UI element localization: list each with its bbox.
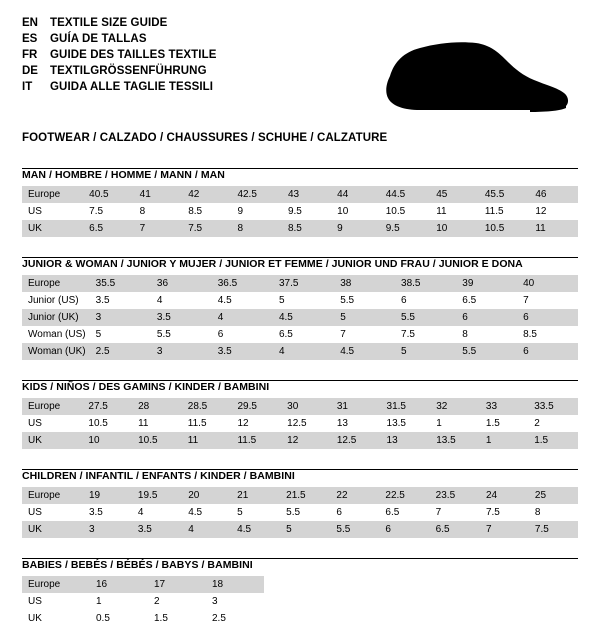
cell: 8.5 [282,220,331,237]
cell: 0.5 [90,610,148,627]
cell: 8.5 [517,326,578,343]
cell: 4.5 [212,292,273,309]
cell: 11.5 [479,203,530,220]
section-kids [22,380,578,449]
cell: 7.5 [529,521,578,538]
table-row [22,220,578,237]
table-row [22,309,578,326]
cell: 35.5 [90,275,151,292]
cell: 8 [134,203,183,220]
cell: 12.5 [281,415,331,432]
language-code: IT [22,81,33,93]
cell: 10.5 [132,432,182,449]
cell: 11.5 [231,432,281,449]
cell: 11.5 [182,415,232,432]
cell: 22 [330,487,379,504]
table-row [22,610,264,627]
header [22,16,578,118]
section-junior-woman [22,257,578,360]
cell: 4 [212,309,273,326]
cell: 37.5 [273,275,334,292]
row-label: Europe [22,398,82,415]
cell: 16 [90,576,148,593]
cell: 4.5 [231,521,280,538]
cell: 12.5 [331,432,381,449]
language-row [22,80,217,95]
cell: 33.5 [528,398,578,415]
cell: 36 [151,275,212,292]
row-label: US [22,203,83,220]
cell: 12 [281,432,331,449]
table-row [22,186,578,203]
cell: 31.5 [381,398,431,415]
cell: 46 [529,186,578,203]
row-label: Europe [22,275,90,292]
table-row [22,487,578,504]
language-title: GUÍA DE TALLAS [50,33,147,45]
table-row [22,275,578,292]
cell: 5 [90,326,151,343]
language-code: FR [22,49,38,61]
cell: 6 [330,504,379,521]
cell: 33 [480,398,528,415]
cell: 5.5 [330,521,379,538]
cell: 4 [182,521,231,538]
cell: 40 [517,275,578,292]
category-line: FOOTWEAR / CALZADO / CHAUSSURES / SCHUHE / CALZATURE [22,132,388,144]
cell: 4 [132,504,182,521]
cell: 5 [273,292,334,309]
cell: 9 [231,203,282,220]
cell: 30 [281,398,331,415]
cell: 5 [231,504,280,521]
table-row [22,398,578,415]
cell: 3.5 [90,292,151,309]
row-label: UK [22,220,83,237]
cell: 19.5 [132,487,182,504]
cell: 10 [331,203,380,220]
cell: 1 [90,593,148,610]
language-title: TEXTILGRÖSSENFÜHRUNG [50,65,207,77]
cell: 11 [529,220,578,237]
cell: 45 [430,186,479,203]
cell: 44 [331,186,380,203]
section-title: BABIES / BEBÉS / BÉBÉS / BABYS / BAMBINI [22,559,253,571]
cell: 1 [480,432,528,449]
cell: 5.5 [280,504,330,521]
section-man [22,168,578,237]
cell: 27.5 [82,398,132,415]
cell: 2 [148,593,206,610]
cell: 7 [334,326,395,343]
cell: 13.5 [381,415,431,432]
cell: 7.5 [83,203,134,220]
cell: 10.5 [380,203,431,220]
cell: 11 [132,415,182,432]
cell: 7 [480,521,529,538]
cell: 8 [231,220,282,237]
cell: 23.5 [430,487,480,504]
cell: 8.5 [182,203,231,220]
cell: 9.5 [380,220,431,237]
row-label: UK [22,521,83,538]
cell: 1.5 [528,432,578,449]
cell: 5 [334,309,395,326]
cell: 4 [273,343,334,360]
section-title: KIDS / NIÑOS / DES GAMINS / KINDER / BAMBINI [22,381,270,393]
section-title: CHILDREN / INFANTIL / ENFANTS / KINDER / BAMBINI [22,470,295,482]
language-title: GUIDA ALLE TAGLIE TESSILI [50,81,214,93]
row-label: Europe [22,576,90,593]
row-label: US [22,593,90,610]
cell: 3.5 [132,521,182,538]
cell: 12 [231,415,281,432]
cell: 7 [517,292,578,309]
cell: 31 [331,398,381,415]
language-title: TEXTILE SIZE GUIDE [50,17,168,29]
cell: 40.5 [83,186,134,203]
cell: 9 [331,220,380,237]
language-row [22,48,217,63]
cell: 4 [151,292,212,309]
row-label: Woman (UK) [22,343,90,360]
table-row [22,203,578,220]
cell: 13 [381,432,431,449]
cell: 6 [379,521,429,538]
cell: 5.5 [456,343,517,360]
cell: 5 [280,521,330,538]
cell: 5.5 [151,326,212,343]
section-title: JUNIOR & WOMAN / JUNIOR Y MUJER / JUNIOR ET FEMME / JUNIOR UND FRAU / JUNIOR E DONA [22,258,523,270]
cell: 38 [334,275,395,292]
cell: 28.5 [182,398,232,415]
cell: 38.5 [395,275,456,292]
language-titles [22,16,217,95]
cell: 25 [529,487,578,504]
cell: 7 [134,220,183,237]
cell: 3 [90,309,151,326]
cell: 45.5 [479,186,530,203]
cell: 42.5 [231,186,282,203]
table-row [22,593,264,610]
cell: 20 [182,487,231,504]
cell: 44.5 [380,186,431,203]
section-babies [22,558,578,627]
cell: 6.5 [273,326,334,343]
language-title: GUIDE DES TAILLES TEXTILE [50,49,217,61]
cell: 6.5 [83,220,134,237]
cell: 21 [231,487,280,504]
table-row [22,292,578,309]
language-code: ES [22,33,38,45]
cell: 2.5 [90,343,151,360]
language-row [22,16,217,31]
cell: 18 [206,576,264,593]
cell: 3 [206,593,264,610]
table-row [22,432,578,449]
cell: 6 [517,309,578,326]
cell: 10.5 [479,220,530,237]
row-label: US [22,504,83,521]
cell: 39 [456,275,517,292]
row-label: UK [22,432,82,449]
cell: 9.5 [282,203,331,220]
section-title: MAN / HOMBRE / HOMME / MANN / MAN [22,169,225,181]
cell: 7 [430,504,480,521]
cell: 5.5 [334,292,395,309]
row-label: Woman (US) [22,326,90,343]
cell: 10.5 [82,415,132,432]
size-table-babies [22,576,264,627]
cell: 6.5 [456,292,517,309]
language-code: DE [22,65,38,77]
size-table-children [22,487,578,538]
language-code: EN [22,17,38,29]
cell: 13.5 [430,432,480,449]
cell: 29.5 [231,398,281,415]
cell: 1.5 [480,415,528,432]
cell: 21.5 [280,487,330,504]
cell: 5 [395,343,456,360]
cell: 6.5 [379,504,429,521]
table-row [22,504,578,521]
cell: 1 [430,415,480,432]
row-label: Europe [22,487,83,504]
cell: 1.5 [148,610,206,627]
cell: 8 [456,326,517,343]
section-children [22,469,578,538]
cell: 6 [456,309,517,326]
table-row [22,326,578,343]
language-row [22,64,217,79]
row-label: Junior (US) [22,292,90,309]
cell: 6 [395,292,456,309]
cell: 24 [480,487,529,504]
cell: 3.5 [212,343,273,360]
cell: 28 [132,398,182,415]
cell: 22.5 [379,487,429,504]
cell: 3 [151,343,212,360]
table-row [22,343,578,360]
cell: 41 [134,186,183,203]
cell: 32 [430,398,480,415]
cell: 10 [82,432,132,449]
cell: 3 [83,521,132,538]
cell: 6 [212,326,273,343]
cell: 7.5 [182,220,231,237]
cell: 8 [529,504,578,521]
cell: 2.5 [206,610,264,627]
cell: 42 [182,186,231,203]
dress-shoe-icon [380,32,570,118]
cell: 12 [529,203,578,220]
cell: 11 [182,432,232,449]
table-row [22,415,578,432]
cell: 10 [430,220,479,237]
cell: 6 [517,343,578,360]
cell: 7.5 [480,504,529,521]
cell: 3.5 [151,309,212,326]
row-label: Europe [22,186,83,203]
cell: 11 [430,203,479,220]
cell: 17 [148,576,206,593]
language-row [22,32,217,47]
row-label: Junior (UK) [22,309,90,326]
cell: 13 [331,415,381,432]
size-table-man [22,186,578,237]
table-row [22,521,578,538]
table-row [22,576,264,593]
cell: 36.5 [212,275,273,292]
size-table-kids [22,398,578,449]
cell: 19 [83,487,132,504]
cell: 6.5 [430,521,480,538]
row-label: US [22,415,82,432]
cell: 7.5 [395,326,456,343]
cell: 4.5 [182,504,231,521]
cell: 4.5 [334,343,395,360]
cell: 4.5 [273,309,334,326]
cell: 43 [282,186,331,203]
cell: 2 [528,415,578,432]
cell: 5.5 [395,309,456,326]
size-table-junior-woman [22,275,578,360]
row-label: UK [22,610,90,627]
cell: 3.5 [83,504,132,521]
